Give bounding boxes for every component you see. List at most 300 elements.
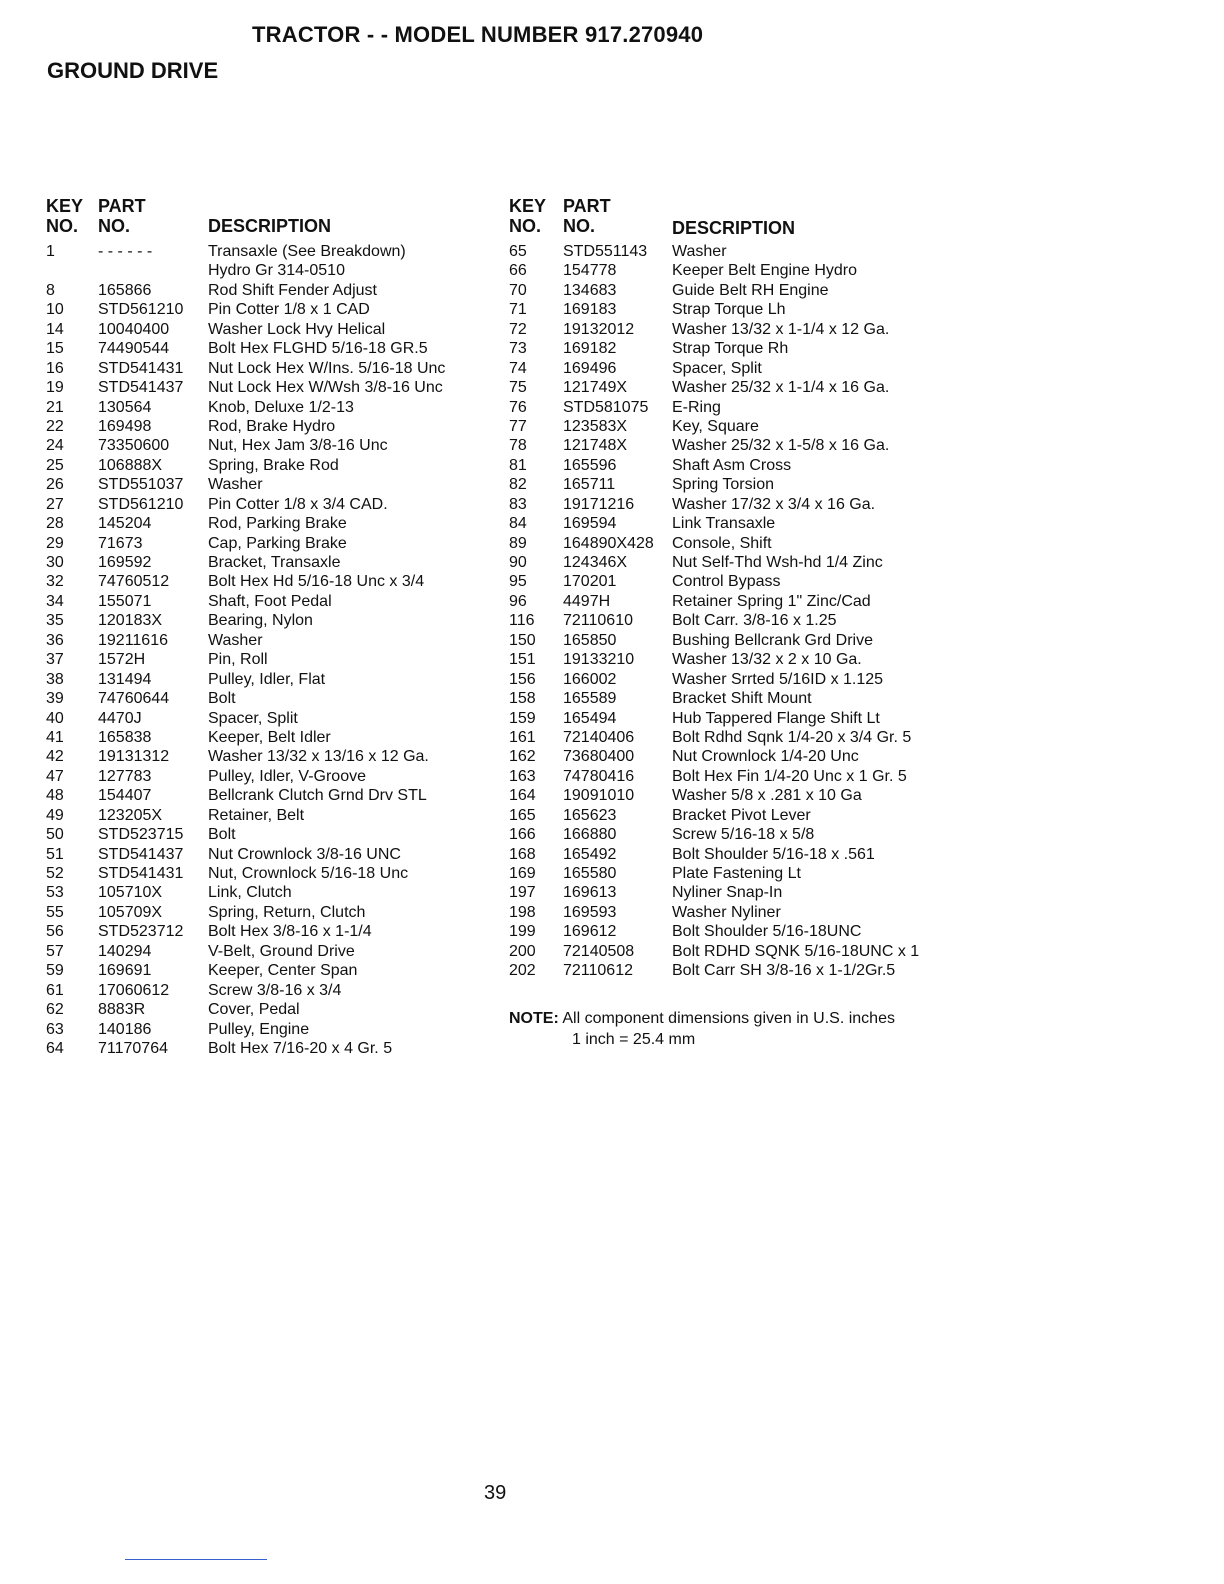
table-row [46,845,496,864]
key-number: 38 [46,670,64,688]
part-description: Bolt Hex 3/8-16 x 1-1/4 [208,923,372,941]
key-number: 198 [509,903,536,921]
key-number: 64 [46,1039,64,1057]
table-row [46,631,496,650]
table-row [46,864,496,883]
part-number: 165711 [563,476,616,494]
part-description: Shaft Asm Cross [672,456,792,474]
key-number: 50 [46,826,64,844]
part-description: Strap Torque Rh [672,340,789,358]
key-number: 76 [509,398,527,416]
part-description: Nut Lock Hex W/Ins. 5/16-18 Unc [208,359,446,377]
part-description: Bearing, Nylon [208,612,313,630]
table-row [46,398,496,417]
part-number: 105710X [98,884,163,902]
part-number: 19091010 [563,787,635,805]
key-number: 24 [46,437,64,455]
table-row [509,864,979,883]
part-description: Bolt Hex 7/16-20 x 4 Gr. 5 [208,1039,393,1057]
note-conversion: 1 inch = 25.4 mm [572,1031,696,1048]
key-number: 78 [509,437,527,455]
part-description: V-Belt, Ground Drive [208,942,355,960]
part-description: Nut, Crownlock 5/16-18 Unc [208,865,409,882]
part-number: 165866 [98,281,152,299]
table-row [509,883,979,902]
table-row [509,436,979,455]
part-number: 19131312 [98,748,170,766]
note-label: NOTE: [509,1010,559,1027]
part-number: 74780416 [563,767,635,785]
key-number: 159 [509,709,536,727]
table-row [509,261,979,280]
key-number: 14 [46,320,64,338]
part-description: Washer [672,243,727,260]
part-description: Bolt Carr. 3/8-16 x 1.25 [672,612,837,630]
key-number: 59 [46,962,64,980]
table-row [46,572,496,591]
key-number: 27 [46,495,64,513]
part-number: 165580 [563,865,617,882]
part-number: 71170764 [98,1039,168,1057]
key-number: 66 [509,262,527,280]
part-number: 74490544 [98,340,170,358]
key-number: 36 [46,631,64,649]
part-description: Washer 13/32 x 13/16 x 12 Ga. [208,748,429,766]
part-number: 127783 [98,767,152,785]
part-description: Nut, Hex Jam 3/8-16 Unc [208,437,388,455]
part-number: 140294 [98,942,152,960]
key-number: 47 [46,767,64,785]
part-description: Washer Srrted 5/16ID x 1.125 [672,670,884,688]
table-row [46,650,496,669]
part-number: STD541437 [98,379,184,397]
table-row [509,670,979,689]
part-number: 169613 [563,884,617,902]
key-number: 16 [46,359,64,377]
part-number: 131494 [98,670,152,688]
table-row [46,981,496,1000]
part-description: Transaxle (See Breakdown) [208,243,406,260]
key-number: 70 [509,281,527,299]
part-number: 165850 [563,631,617,649]
table-row [46,611,496,630]
part-description: Spring, Brake Rod [208,456,339,474]
part-number: 19171216 [563,495,635,513]
key-number: 51 [46,845,64,863]
part-description: Spring Torsion [672,476,774,494]
key-number: 62 [46,1001,64,1019]
part-description: Bracket Shift Mount [672,690,812,708]
part-description: Bolt Carr SH 3/8-16 x 1-1/2Gr.5 [672,962,896,980]
part-number: STD551143 [563,243,648,260]
key-number: 56 [46,923,64,941]
part-number: 145204 [98,515,152,533]
part-description: Control Bypass [672,573,781,591]
header-part-line2: NO. [98,216,131,236]
part-description: Link Transaxle [672,515,776,533]
table-row [509,592,979,611]
key-number: 61 [46,981,64,999]
table-row [509,825,979,844]
header-part-line1: PART [563,196,611,216]
header-description: DESCRIPTION [208,216,332,236]
key-number: 161 [509,728,536,746]
part-number: STD541437 [98,845,184,863]
part-number: 169496 [563,359,617,377]
part-number: 10040400 [98,320,170,338]
table-row [509,320,979,339]
table-row [46,942,496,961]
page-title: TRACTOR - - MODEL NUMBER 917.270940 [252,22,704,47]
key-number: 34 [46,592,64,610]
part-description: Screw 3/8-16 x 3/4 [208,981,342,999]
part-number: 4470J [98,709,142,727]
key-number: 162 [509,748,536,766]
part-description: Key, Square [672,417,759,435]
key-number: 81 [509,456,527,474]
part-description: Rod, Brake Hydro [208,417,336,435]
part-number: 154778 [563,262,617,280]
part-description: Bolt Hex FLGHD 5/16-18 GR.5 [208,340,428,358]
part-number: 72110610 [563,612,633,630]
key-number: 82 [509,476,527,494]
key-number: 77 [509,417,527,435]
part-description: Bolt Shoulder 5/16-18UNC [672,923,862,941]
table-row [509,514,979,533]
table-row [509,786,979,805]
part-number: 169183 [563,301,617,319]
part-number: STD523715 [98,826,184,844]
parts-list-left [46,242,496,1058]
footer-rule [125,1559,267,1560]
part-description: Console, Shift [672,534,772,552]
key-number: 48 [46,787,64,805]
table-row [509,845,979,864]
part-number: 124346X [563,554,628,571]
part-number: 169691 [98,962,152,980]
header-key-line2: NO. [509,216,542,236]
key-number: 169 [509,865,536,882]
table-row [509,572,979,591]
table-row [509,747,979,766]
part-description: Bracket, Transaxle [208,554,341,571]
table-row [46,320,496,339]
key-number: 57 [46,942,64,960]
table-row [509,398,979,417]
part-number: 165596 [563,456,617,474]
key-number: 95 [509,573,527,591]
part-number: 165623 [563,806,617,824]
table-row [46,339,496,358]
table-row [46,242,496,261]
key-number: 63 [46,1020,64,1038]
table-row [46,670,496,689]
key-number: 84 [509,515,527,533]
table-row [509,553,979,572]
key-number: 74 [509,359,527,377]
header-key-line1: KEY [46,196,84,216]
part-number: STD541431 [98,865,184,882]
part-number: 4497H [563,592,611,610]
table-row [509,961,979,980]
table-row [509,689,979,708]
key-number: 55 [46,903,64,921]
part-description: Keeper, Center Span [208,962,358,980]
part-description: Pin, Roll [208,651,268,669]
part-number: 123205X [98,806,163,824]
table-row [509,300,979,319]
part-description: Bolt Hex Fin 1/4-20 Unc x 1 Gr. 5 [672,767,907,785]
table-row [509,456,979,475]
key-number: 199 [509,923,536,941]
part-description: Bolt Hex Hd 5/16-18 Unc x 3/4 [208,573,425,591]
table-row [46,747,496,766]
key-number: 83 [509,495,527,513]
part-description: Washer 13/32 x 1-1/4 x 12 Ga. [672,320,890,338]
key-number: 168 [509,845,536,863]
part-number: 73350600 [98,437,170,455]
part-number: 72110612 [563,962,633,980]
part-description: Spacer, Split [672,359,762,377]
key-number: 41 [46,728,64,746]
table-row [46,806,496,825]
part-number: 155071 [98,592,152,610]
key-number: 150 [509,631,536,649]
part-description: Rod Shift Fender Adjust [208,281,377,299]
part-number: 19132012 [563,320,635,338]
page-number: 39 [484,1482,507,1504]
table-row [46,767,496,786]
table-row [46,728,496,747]
table-row [46,281,496,300]
table-row [46,436,496,455]
table-row [46,495,496,514]
part-description: Washer 17/32 x 3/4 x 16 Ga. [672,495,876,513]
key-number: 158 [509,690,536,708]
table-row [509,359,979,378]
key-number: 37 [46,651,64,669]
key-number: 22 [46,417,64,435]
part-number: STD541431 [98,359,184,377]
part-number: 166880 [563,826,617,844]
key-number: 39 [46,690,64,708]
part-description: Pulley, Engine [208,1020,310,1038]
part-number: 105709X [98,903,163,921]
parts-table-right [509,196,979,981]
key-number: 202 [509,962,536,980]
part-description: Screw 5/16-18 x 5/8 [672,826,815,844]
table-row [46,689,496,708]
part-number: 169594 [563,515,617,533]
table-row [509,767,979,786]
part-description: Hydro Gr 314-0510 [208,262,345,280]
part-description: Bolt Rdhd Sqnk 1/4-20 x 3/4 Gr. 5 [672,728,912,746]
table-row [509,611,979,630]
header-part-line1: PART [98,196,146,216]
table-row [46,825,496,844]
part-description: Bolt [208,690,236,708]
table-row [509,806,979,825]
part-number: 121748X [563,437,628,455]
key-number: 15 [46,340,64,358]
part-number: 74760512 [98,573,170,591]
part-number: 17060612 [98,981,170,999]
table-row [46,300,496,319]
part-number: 130564 [98,398,152,416]
part-number: STD561210 [98,301,184,319]
part-description: Washer 5/8 x .281 x 10 Ga [672,787,862,805]
part-description: Spacer, Split [208,709,298,727]
part-number: 169593 [563,903,617,921]
part-number: 19211616 [98,631,168,649]
part-description: Pulley, Idler, Flat [208,670,326,688]
part-description: Knob, Deluxe 1/2-13 [208,398,354,416]
key-number: 164 [509,787,536,805]
key-number: 21 [46,398,64,416]
key-number: 53 [46,884,64,902]
part-number: 169498 [98,417,152,435]
key-number: 96 [509,592,527,610]
key-number: 29 [46,534,64,552]
part-number: 165492 [563,845,617,863]
table-row [509,709,979,728]
table-row [46,786,496,805]
part-description: Nut Lock Hex W/Wsh 3/8-16 Unc [208,379,443,397]
table-row [509,728,979,747]
part-description: Pin Cotter 1/8 x 3/4 CAD. [208,495,388,513]
table-row [46,709,496,728]
table-row [46,475,496,494]
table-row [46,417,496,436]
part-description: Washer [208,631,263,649]
part-number: 71673 [98,534,143,552]
table-row [509,942,979,961]
key-number: 25 [46,456,64,474]
key-number: 32 [46,573,64,591]
part-number: 154407 [98,787,152,805]
table-row [46,534,496,553]
part-description: Nyliner Snap-In [672,884,783,902]
part-description: Link, Clutch [208,884,292,902]
section-title: GROUND DRIVE [47,58,219,83]
table-row [46,378,496,397]
header-part-line2: NO. [563,216,596,236]
part-number: 8883R [98,1001,146,1019]
table-row [509,922,979,941]
part-number: STD551037 [98,476,184,494]
part-description: Bushing Bellcrank Grd Drive [672,631,873,649]
part-number: 165589 [563,690,617,708]
table-row [509,378,979,397]
table-header [46,196,496,242]
part-number: 123583X [563,417,628,435]
key-number: 71 [509,301,527,319]
key-number: 75 [509,379,527,397]
part-description: Bracket Pivot Lever [672,806,811,824]
table-row [509,534,979,553]
table-row [509,903,979,922]
key-number: 73 [509,340,527,358]
part-description: Nut Self-Thd Wsh-hd 1/4 Zinc [672,554,883,571]
key-number: 156 [509,670,536,688]
part-description: Pulley, Idler, V-Groove [208,767,366,785]
part-number: 72140406 [563,728,635,746]
part-number: 134683 [563,281,617,299]
key-number: 166 [509,826,536,844]
header-key-line1: KEY [509,196,547,216]
key-number: 200 [509,942,536,960]
key-number: 8 [46,281,55,299]
key-number: 163 [509,767,536,785]
key-number: 90 [509,554,527,571]
part-description: Bolt [208,826,236,844]
part-description: Hub Tappered Flange Shift Lt [672,709,880,727]
part-description: E-Ring [672,398,721,416]
part-number: 169592 [98,554,152,571]
key-number: 35 [46,612,64,630]
part-description: Nut Crownlock 1/4-20 Unc [672,748,859,766]
part-number: 170201 [563,573,617,591]
key-number: 89 [509,534,527,552]
table-row [509,339,979,358]
table-row [509,650,979,669]
part-number: 19133210 [563,651,635,669]
table-row [46,1000,496,1019]
part-description: Keeper, Belt Idler [208,728,331,746]
table-row [46,553,496,572]
part-description: Washer 25/32 x 1-1/4 x 16 Ga. [672,379,890,397]
part-description: Bolt RDHD SQNK 5/16-18UNC x 1 [672,942,920,960]
part-description: Washer 13/32 x 2 x 10 Ga. [672,651,862,669]
key-number: 40 [46,709,64,727]
table-row [46,359,496,378]
part-number: 164890X428 [563,534,654,552]
part-number: - - - - - - [98,243,153,260]
table-row [46,961,496,980]
part-number: 73680400 [563,748,635,766]
part-number: 74760644 [98,690,170,708]
key-number: 52 [46,865,64,882]
part-description: Keeper Belt Engine Hydro [672,262,857,280]
table-row [46,1039,496,1058]
part-description: Washer Lock Hvy Helical [208,320,386,338]
part-number: STD581075 [563,398,649,416]
part-description: Washer 25/32 x 1-5/8 x 16 Ga. [672,437,890,455]
table-row [509,417,979,436]
part-description: Retainer, Belt [208,806,305,824]
parts-table-left [46,196,496,1058]
table-row [46,903,496,922]
part-description: Washer [208,476,263,494]
part-description: Rod, Parking Brake [208,515,347,533]
key-number: 42 [46,748,64,766]
table-row [46,1020,496,1039]
part-description: Plate Fastening Lt [672,865,801,882]
key-number: 165 [509,806,536,824]
table-row [509,475,979,494]
part-description: Bolt Shoulder 5/16-18 x .561 [672,845,875,863]
part-number: 106888X [98,456,163,474]
table-row [46,883,496,902]
part-description: Shaft, Foot Pedal [208,592,332,610]
key-number: 1 [46,243,55,260]
part-number: 169182 [563,340,617,358]
table-row [46,514,496,533]
key-number: 65 [509,243,527,260]
table-row [46,456,496,475]
part-number: 140186 [98,1020,152,1038]
table-row [509,495,979,514]
